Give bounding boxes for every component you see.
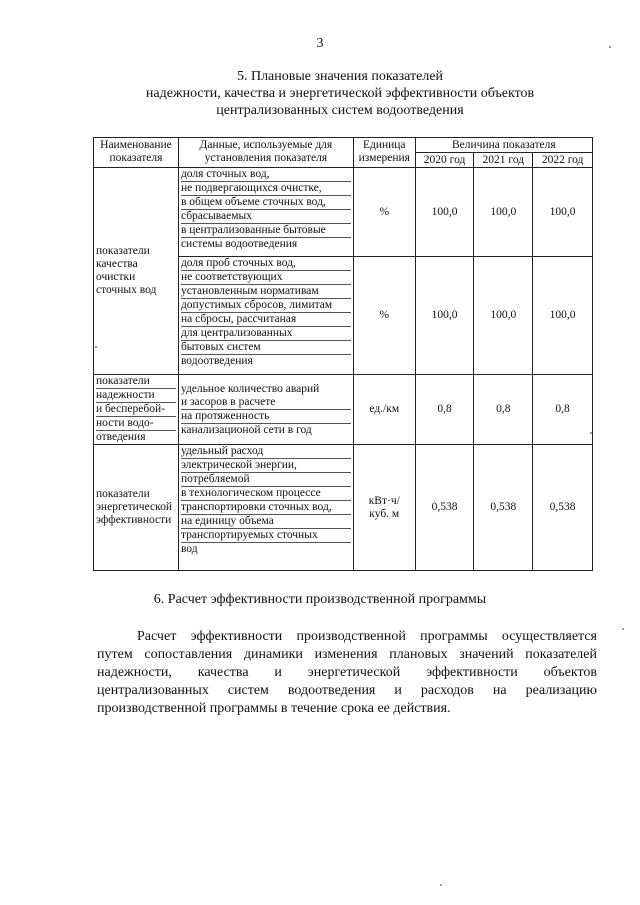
paragraph-line: надежности, качества и энергетической эффективности объектов <box>97 665 597 680</box>
value-2021-cell: 100,0 <box>474 257 533 375</box>
header-unit: Единица измерения <box>353 138 415 168</box>
header-year-2021: 2021 год <box>474 153 533 168</box>
scan-speck <box>440 884 442 886</box>
indicator-name-cell: показатели энергетической эффективности <box>94 445 179 571</box>
indicators-table <box>93 137 593 571</box>
paragraph-line: централизованных систем водоотведения и расходов на реализацию <box>97 683 597 698</box>
unit-cell: % <box>353 257 415 375</box>
scan-speck <box>95 346 97 348</box>
value-2022-cell: 0,538 <box>533 445 593 571</box>
data-used-cell: удельный расход электрической энергии, потребляемой в технологическом процессе транспортировки сточных вод, на единицу объема транспортируемых сточных вод <box>178 445 353 571</box>
value-2021-cell: 100,0 <box>474 168 533 257</box>
table-row <box>94 168 593 257</box>
value-2021-cell: 0,8 <box>474 375 533 445</box>
table-header-row <box>94 138 593 153</box>
paragraph-line: Расчет эффективности производственной программы осуществляется <box>137 629 597 644</box>
scan-speck <box>609 46 611 48</box>
header-year-2022: 2022 год <box>533 153 593 168</box>
header-year-2020: 2020 год <box>415 153 474 168</box>
value-2021-cell: 0,538 <box>474 445 533 571</box>
header-indicator-name: Наименование показателя <box>94 138 179 168</box>
value-2020-cell: 100,0 <box>415 168 474 257</box>
unit-cell: % <box>353 168 415 257</box>
section-5-title-line: надежности, качества и энергетической эффективности объектов <box>145 86 535 101</box>
header-data-used: Данные, используемые для установления показателя <box>178 138 353 168</box>
data-used-cell: удельное количество аварий и засоров в расчете на протяженность канализационой сети в год <box>178 375 353 445</box>
paragraph-line: производственной программы в течение срока ее действия. <box>97 701 451 716</box>
unit-cell: ед./км <box>353 375 415 445</box>
scan-speck <box>622 628 624 630</box>
indicator-name-cell: показатели качества очистки сточных вод <box>94 168 179 375</box>
section-5-title-line: централизованных систем водоотведения <box>216 103 464 118</box>
page-number: 3 <box>316 36 324 51</box>
value-2022-cell: 100,0 <box>533 168 593 257</box>
indicator-name-cell: показатели надежности и бесперебой- ности водо- отведения <box>94 375 179 445</box>
value-2020-cell: 0,8 <box>415 375 474 445</box>
table-row <box>94 375 593 445</box>
section-5-title-line: 5. Плановые значения показателей <box>236 69 444 84</box>
data-used-cell: доля проб сточных вод, не соответствующих установленным нормативам допустимых сбросов, лимитам на сбросы, рассчитаная для централизованных бытовых систем водоотведения <box>178 257 353 375</box>
value-2022-cell: 100,0 <box>533 257 593 375</box>
section-5-title <box>80 68 600 119</box>
value-2020-cell: 100,0 <box>415 257 474 375</box>
section-6-title: 6. Расчет эффективности производственной программы <box>153 592 487 607</box>
header-value-group: Величина показателя <box>415 138 592 153</box>
paragraph-line: путем сопоставления динамики изменения плановых значений показателей <box>97 647 597 662</box>
value-2020-cell: 0,538 <box>415 445 474 571</box>
section-6-paragraph <box>97 628 597 718</box>
value-2022-cell: 0,8 <box>533 375 593 445</box>
unit-cell: кВт·ч/ куб. м <box>353 445 415 571</box>
data-used-cell: доля сточных вод, не подвергающихся очистке, в общем объеме сточных вод, сбрасываемых в централизованные бытовые системы водоотведения <box>178 168 353 257</box>
scan-speck <box>590 432 592 434</box>
table-row <box>94 445 593 571</box>
